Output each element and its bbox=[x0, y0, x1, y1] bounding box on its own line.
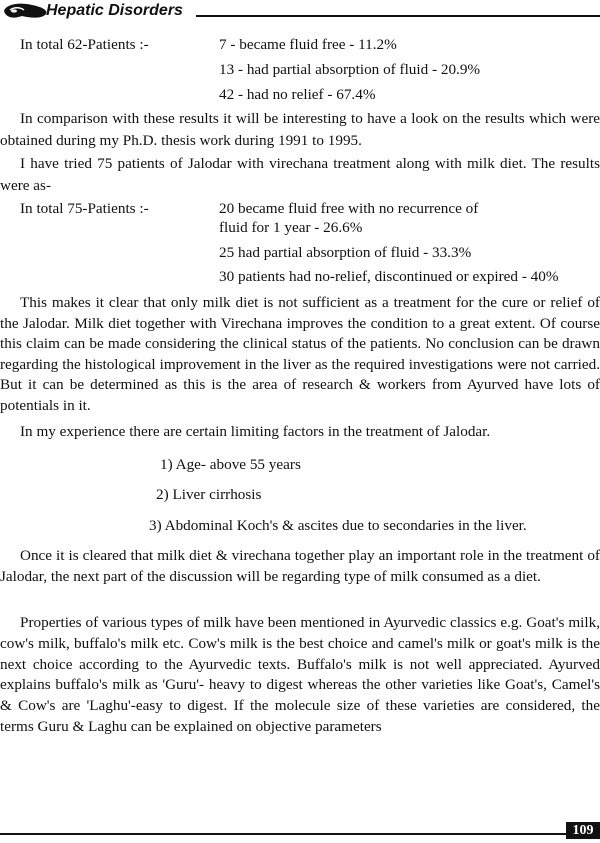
factor-item-2: 2) Liver cirrhosis bbox=[156, 486, 262, 503]
study1-result-3: 42 - had no relief - 67.4% bbox=[219, 86, 376, 103]
study1-label: In total 62-Patients :- bbox=[20, 36, 149, 53]
paragraph-conclusion: This makes it clear that only milk diet is not sufficient as a treatment for the cure or relief of the Jalodar. Milk diet together with Virechana improves the condition to a great extent. Of course this claim can be made considering the clinical status of the patients. No conclusion can be drawn regarding the histological improvement in the liver as the required investigations were not carried. But it can be determined as this is the area of research & workers from Ayurved have lots of potentials in it. bbox=[0, 294, 600, 414]
study2-result-3: 30 patients had no-relief, discontinued or expired - 40% bbox=[219, 268, 559, 285]
factor-item-1: 1) Age- above 55 years bbox=[160, 456, 301, 473]
page-number: 109 bbox=[566, 822, 600, 839]
liver-icon bbox=[2, 2, 48, 22]
running-head-title: Hepatic Disorders bbox=[46, 2, 183, 19]
paragraph-comparison: In comparison with these results it will be interesting to have a look on the results which were obtained during my Ph.D. thesis work during 1991 to 1995. bbox=[0, 110, 600, 149]
study2-result-2: 25 had partial absorption of fluid - 33.3% bbox=[219, 244, 472, 261]
header-rule bbox=[196, 15, 600, 17]
paragraph-milk-properties: Properties of various types of milk have been mentioned in Ayurvedic classics e.g. Goat's milk, cow's milk, buffalo's milk etc. Cow's milk is the best choice and camel's milk or goat's milk is the next choice according to the Ayurvedic texts. Buffalo's milk is not well appreciated. Ayurved explains buffalo's milk as 'Guru'- heavy to digest whereas the other varieties like Goat's, Camel's & Cow's are 'Laghu'-easy to digest. If the molecule size of these varieties are considered, the terms Guru & Laghu can be explained on objective parameters bbox=[0, 614, 600, 735]
footer-rule bbox=[0, 833, 566, 835]
study1-result-2: 13 - had partial absorption of fluid - 20.9% bbox=[219, 61, 481, 78]
factor-item-3: 3) Abdominal Koch's & ascites due to secondaries in the liver. bbox=[149, 517, 527, 534]
study1-result-1: 7 - became fluid free - 11.2% bbox=[219, 36, 397, 53]
study2-result-1a: 20 became fluid free with no recurrence of bbox=[219, 200, 479, 217]
study2-label: In total 75-Patients :- bbox=[20, 200, 149, 217]
page-header bbox=[0, 0, 600, 26]
paragraph-experience: In my experience there are certain limiting factors in the treatment of Jalodar. bbox=[20, 423, 491, 440]
paragraph-tried: I have tried 75 patients of Jalodar with virechana treatment along with milk diet. The results were as- bbox=[0, 155, 600, 194]
study2-result-1b: fluid for 1 year - 26.6% bbox=[219, 219, 363, 236]
paragraph-milk-type: Once it is cleared that milk diet & virechana together play an important role in the treatment of Jalodar, the next part of the discussion will be regarding type of milk consumed as a diet. bbox=[0, 547, 600, 585]
